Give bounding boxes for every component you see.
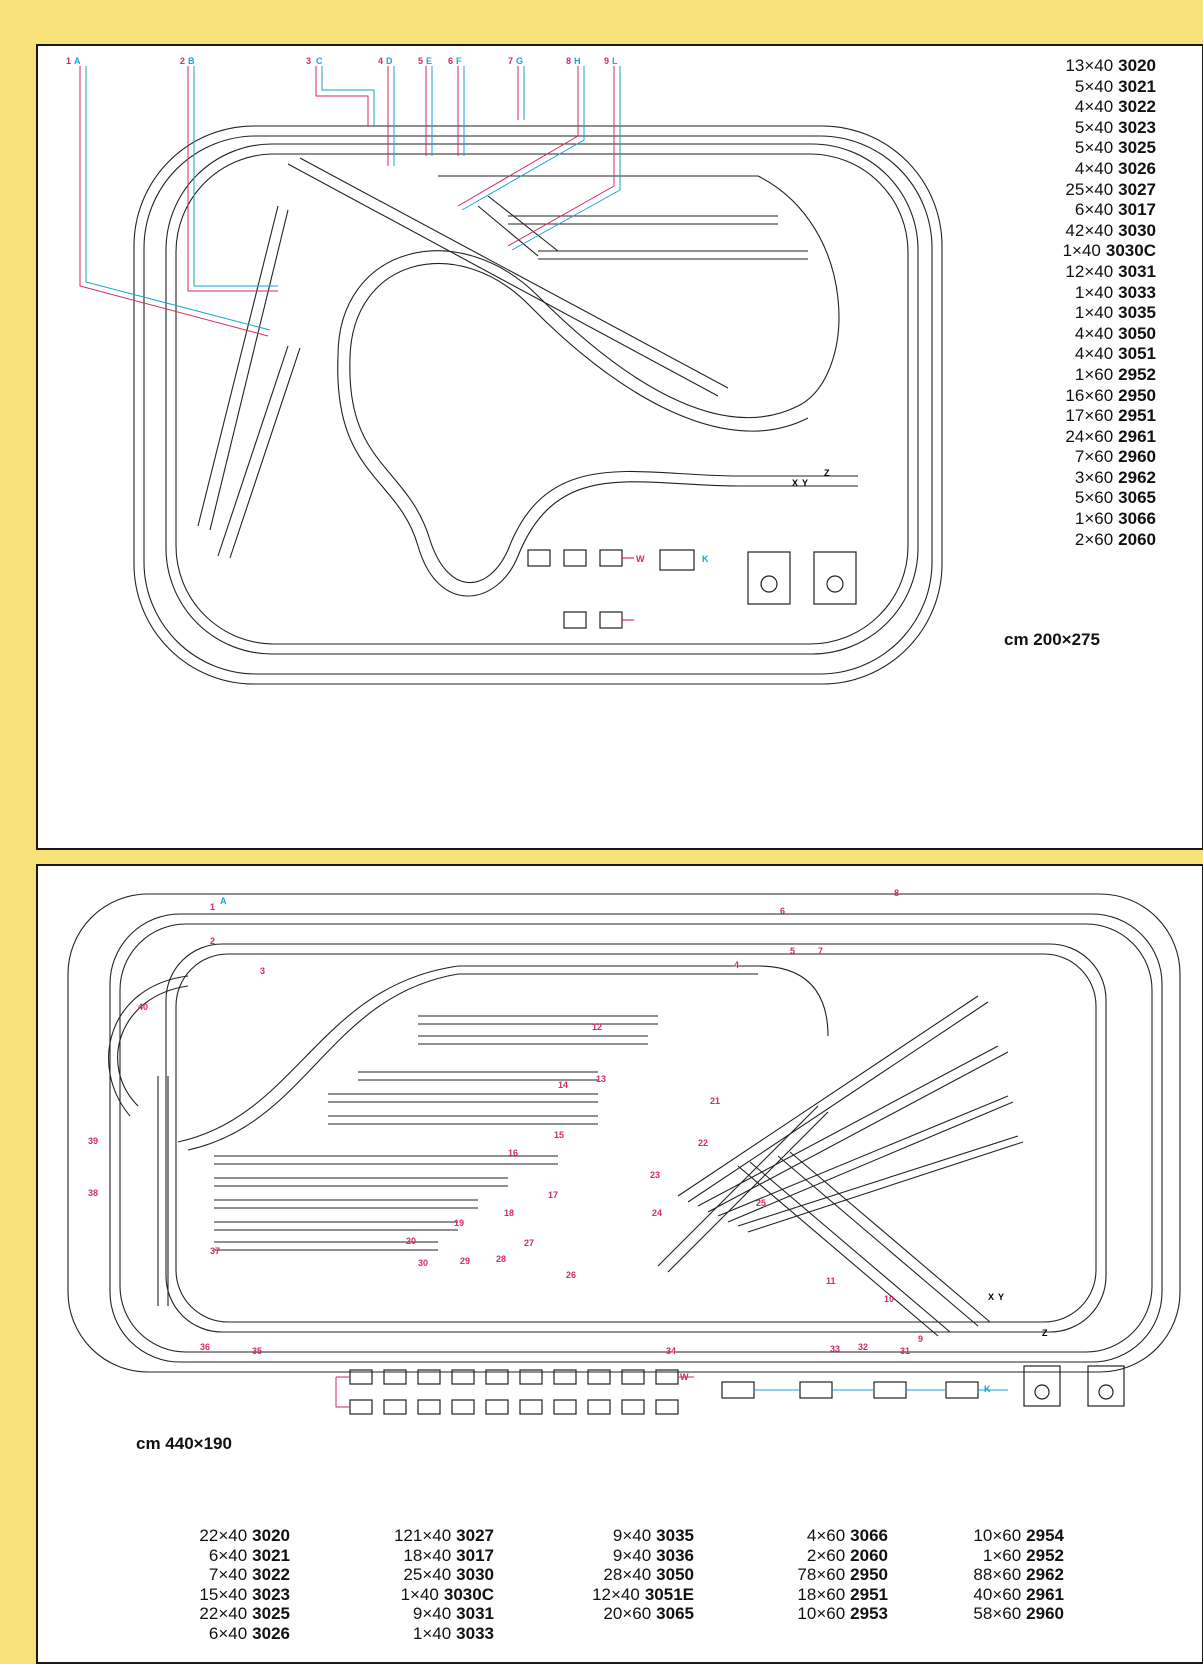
svg-text:E: E [426,56,433,66]
part-row [996,509,1156,530]
part-code: 3020 [252,1526,290,1545]
part-quantity: 5×40 [1074,76,1114,96]
part-quantity: 13×40 [1065,56,1114,75]
part-row [996,56,1156,77]
part-quantity: 1×40 [1062,241,1101,261]
part-row [334,1585,494,1605]
part-row [996,406,1156,427]
top-layout-panel [36,44,1203,850]
part-quantity: 1×40 [1074,303,1114,323]
part-quantity: 121×40 [393,1526,452,1545]
second-loop-track [166,144,918,654]
part-code: 2962 [1026,1565,1064,1585]
part-row [996,159,1156,180]
part-row [904,1565,1064,1585]
part-row [996,180,1156,201]
part-code: 3050 [1118,323,1156,343]
bottom-parts-column-5 [904,1526,1064,1624]
part-quantity: 58×60 [973,1604,1022,1624]
transformer-1 [748,552,790,604]
svg-text:15: 15 [554,1130,565,1140]
part-quantity: 6×40 [208,1623,248,1643]
part-quantity: 78×60 [797,1565,846,1585]
part-code: 3022 [1118,97,1156,117]
top-dimension: cm 200×275 [1004,630,1100,649]
svg-text:33: 33 [830,1344,841,1354]
svg-text:F: F [456,56,462,66]
bottom-dimension: cm 440×190 [136,1434,232,1453]
part-row [904,1526,1064,1546]
part-code: 3065 [656,1604,694,1624]
svg-text:X: X [792,478,799,488]
svg-text:39: 39 [88,1136,99,1146]
part-quantity: 5×60 [1074,488,1114,508]
svg-text:1: 1 [210,902,216,912]
part-row [996,303,1156,324]
svg-text:29: 29 [460,1256,471,1266]
svg-text:37: 37 [210,1246,221,1256]
part-row [334,1604,494,1624]
part-row [534,1565,694,1585]
svg-text:22: 22 [698,1138,709,1148]
svg-text:20: 20 [406,1236,417,1246]
svg-text:4: 4 [378,56,384,66]
bottom-layout-panel [36,864,1203,1664]
svg-text:9: 9 [918,1334,924,1344]
part-code: 3030C [1105,241,1156,261]
svg-text:30: 30 [418,1258,429,1268]
part-code: 2954 [1026,1526,1064,1545]
part-quantity: 4×60 [806,1526,846,1545]
part-row [334,1526,494,1546]
part-row [534,1526,694,1546]
part-row [130,1604,290,1624]
part-quantity: 12×40 [592,1584,640,1604]
part-quantity: 28×40 [603,1565,652,1585]
middle-loop [110,914,1162,1362]
svg-text:W: W [636,554,645,564]
svg-text:G: G [516,56,524,66]
svg-text:X: X [988,1292,995,1302]
svg-text:Y: Y [802,478,809,488]
diagonal-siding [288,164,718,396]
part-quantity: 1×60 [1074,364,1114,384]
svg-text:8: 8 [566,56,572,66]
part-code: 2950 [1118,385,1156,405]
svg-text:21: 21 [710,1096,721,1106]
svg-text:34: 34 [666,1346,677,1356]
inner-loop [166,944,1106,1332]
part-code: 3031 [456,1604,494,1624]
part-quantity: 22×40 [199,1526,248,1545]
part-code: 3036 [656,1545,694,1565]
svg-text:7: 7 [818,946,824,956]
part-row [130,1546,290,1566]
station-sidings [214,1016,661,1250]
part-quantity: 25×40 [1065,179,1114,199]
part-code: 3021 [252,1545,290,1565]
part-code: 3021 [1118,76,1156,96]
yard-ladder [658,996,1023,1336]
part-quantity: 24×60 [1065,426,1114,446]
svg-text:38: 38 [88,1188,99,1198]
part-row [996,118,1156,139]
part-quantity: 2×60 [806,1545,846,1565]
bottom-parts-column-2 [334,1526,494,1644]
wire-letter-b: B [188,56,195,66]
part-row [904,1546,1064,1566]
part-code: 2951 [1118,406,1156,426]
top-parts-list [996,56,1156,550]
svg-text:32: 32 [858,1342,869,1352]
part-row [996,138,1156,159]
part-code: 3050 [656,1565,694,1585]
part-code: 3025 [1118,138,1156,158]
part-quantity: 6×40 [208,1545,248,1565]
part-code: 2950 [850,1565,888,1585]
svg-text:31: 31 [900,1346,911,1356]
part-code: 2962 [1118,467,1156,487]
part-row [996,200,1156,221]
svg-text:3: 3 [306,56,312,66]
svg-text:L: L [612,56,618,66]
part-quantity: 15×40 [199,1584,248,1604]
part-quantity: 7×40 [208,1565,248,1585]
part-quantity: 6×40 [1074,200,1114,220]
signal-panel [660,550,694,570]
part-quantity: 4×40 [1074,97,1114,117]
svg-text:H: H [574,56,581,66]
part-row [334,1624,494,1644]
svg-text:A: A [220,896,227,906]
part-code: 2060 [1118,529,1156,549]
part-row [996,283,1156,304]
svg-text:5: 5 [790,946,796,956]
part-quantity: 10×60 [973,1526,1022,1545]
svg-text:6: 6 [448,56,454,66]
svg-text:1: 1 [66,56,72,66]
svg-text:C: C [316,56,323,66]
part-quantity: 17×60 [1065,406,1114,426]
part-code: 3030C [443,1584,494,1604]
part-row [534,1604,694,1624]
part-quantity: 9×40 [412,1604,452,1624]
inner-curve-track [338,176,839,418]
part-row [904,1585,1064,1605]
part-quantity: 1×40 [412,1623,452,1643]
svg-text:2: 2 [180,56,186,66]
svg-text:K: K [984,1384,991,1394]
part-row [996,427,1156,448]
part-quantity: 12×40 [1065,261,1114,281]
svg-text:24: 24 [652,1208,663,1218]
part-row [996,365,1156,386]
svg-text:13: 13 [596,1074,607,1084]
part-row [996,488,1156,509]
part-row [130,1624,290,1644]
part-row [996,386,1156,407]
part-quantity: 5×40 [1074,117,1114,137]
svg-text:D: D [386,56,393,66]
part-code: 3051 [1118,344,1156,364]
part-quantity: 1×60 [982,1545,1022,1565]
part-row [728,1546,888,1566]
svg-text:19: 19 [454,1218,465,1228]
switch-box-5-6 [600,550,622,566]
part-code: 3026 [1118,158,1156,178]
part-code: 3035 [1118,303,1156,323]
svg-text:28: 28 [496,1254,507,1264]
part-quantity: 7×60 [1074,447,1114,467]
part-code: 2951 [850,1584,888,1604]
part-row [996,97,1156,118]
svg-text:W: W [680,1372,689,1382]
svg-text:23: 23 [650,1170,661,1180]
part-row [996,77,1156,98]
part-quantity: 3×60 [1074,467,1114,487]
svg-text:26: 26 [566,1270,577,1280]
part-code: 3027 [1118,179,1156,199]
part-code: 2952 [1026,1545,1064,1565]
bottom-parts-column-3 [534,1526,694,1624]
part-quantity: 4×40 [1074,344,1114,364]
part-quantity: 18×40 [403,1545,452,1565]
svg-text:40: 40 [138,1002,149,1012]
svg-text:9: 9 [604,56,610,66]
part-code: 3017 [1118,200,1156,220]
part-quantity: 42×40 [1065,220,1114,240]
switch-box-1-2 [528,550,550,566]
switch-box-3-4 [564,550,586,566]
yard-siding-2 [538,251,808,259]
svg-text:27: 27 [524,1238,535,1248]
svg-text:2: 2 [210,936,216,946]
svg-text:17: 17 [548,1190,559,1200]
part-quantity: 18×60 [797,1584,846,1604]
part-quantity: 9×40 [612,1545,652,1565]
part-code: 2960 [1026,1604,1064,1624]
part-quantity: 9×40 [612,1526,652,1545]
part-row [334,1546,494,1566]
part-quantity: 2×60 [1074,529,1114,549]
svg-text:4: 4 [734,960,740,970]
part-code: 3023 [1118,117,1156,137]
part-row [130,1526,290,1546]
part-code: 2961 [1118,426,1156,446]
part-quantity: 40×60 [973,1584,1022,1604]
svg-text:12: 12 [592,1022,603,1032]
svg-text:14: 14 [558,1080,569,1090]
part-quantity: 5×40 [1074,138,1114,158]
part-code: 3017 [456,1545,494,1565]
part-code: 3035 [656,1526,694,1545]
part-code: 3023 [252,1584,290,1604]
part-quantity: 16×60 [1065,385,1114,405]
part-quantity: 4×40 [1074,158,1114,178]
part-row [534,1585,694,1605]
part-code: 3033 [1118,282,1156,302]
part-code: 3020 [1118,56,1156,75]
switch-box-9 [600,612,622,628]
svg-text:K: K [702,554,709,564]
part-quantity: 1×40 [1074,282,1114,302]
part-code: 3051E [644,1584,694,1604]
part-row [996,324,1156,345]
svg-text:25: 25 [756,1198,767,1208]
bottom-parts-column-4 [728,1526,888,1624]
part-row [534,1546,694,1566]
part-quantity: 1×40 [400,1584,439,1604]
part-row [728,1565,888,1585]
svg-text:36: 36 [200,1342,211,1352]
part-row [904,1604,1064,1624]
svg-text:10: 10 [884,1294,895,1304]
svg-text:8: 8 [894,888,900,898]
part-row [334,1565,494,1585]
part-code: 3025 [252,1604,290,1624]
part-row [728,1604,888,1624]
part-quantity: 20×60 [603,1604,652,1624]
part-row [996,468,1156,489]
part-code: 3065 [1118,488,1156,508]
svg-text:7: 7 [508,56,514,66]
part-code: 2953 [850,1604,888,1624]
part-code: 3066 [850,1526,888,1545]
part-row [996,262,1156,283]
part-code: 3033 [456,1623,494,1643]
part-quantity: 4×40 [1074,323,1114,343]
part-row [130,1585,290,1605]
part-code: 3027 [456,1526,494,1545]
part-row [728,1585,888,1605]
svg-text:Z: Z [1042,1328,1048,1338]
part-quantity: 22×40 [199,1604,248,1624]
part-row [996,241,1156,262]
part-row [728,1526,888,1546]
part-quantity: 88×60 [973,1565,1022,1585]
part-row [996,221,1156,242]
part-code: 3030 [456,1565,494,1585]
left-reversing-loop [118,986,188,1106]
part-code: 3022 [252,1565,290,1585]
bottom-parts-column-1 [130,1526,290,1644]
part-code: 2060 [850,1545,888,1565]
svg-text:16: 16 [508,1148,519,1158]
part-code: 3030 [1118,220,1156,240]
svg-text:11: 11 [826,1276,836,1286]
switch-box-7-8 [564,612,586,628]
left-siding-1 [198,206,278,526]
wire-letter-a: A [74,56,81,66]
svg-text:18: 18 [504,1208,515,1218]
part-quantity: 25×40 [403,1565,452,1585]
part-code: 3066 [1118,509,1156,529]
part-code: 3026 [252,1623,290,1643]
part-code: 2960 [1118,447,1156,467]
svg-text:3: 3 [260,966,266,976]
svg-text:Z: Z [824,468,830,478]
part-code: 3031 [1118,261,1156,281]
svg-text:6: 6 [780,906,786,916]
outer-loop-track [134,126,942,684]
part-quantity: 1×60 [1074,509,1114,529]
part-code: 2961 [1026,1584,1064,1604]
part-row [996,447,1156,468]
transformer-2 [814,552,856,604]
svg-text:35: 35 [252,1346,263,1356]
part-row [996,530,1156,551]
svg-text:Y: Y [998,1292,1005,1302]
part-row [130,1565,290,1585]
svg-text:5: 5 [418,56,424,66]
part-quantity: 10×60 [797,1604,846,1624]
part-row [996,344,1156,365]
part-code: 2952 [1118,364,1156,384]
